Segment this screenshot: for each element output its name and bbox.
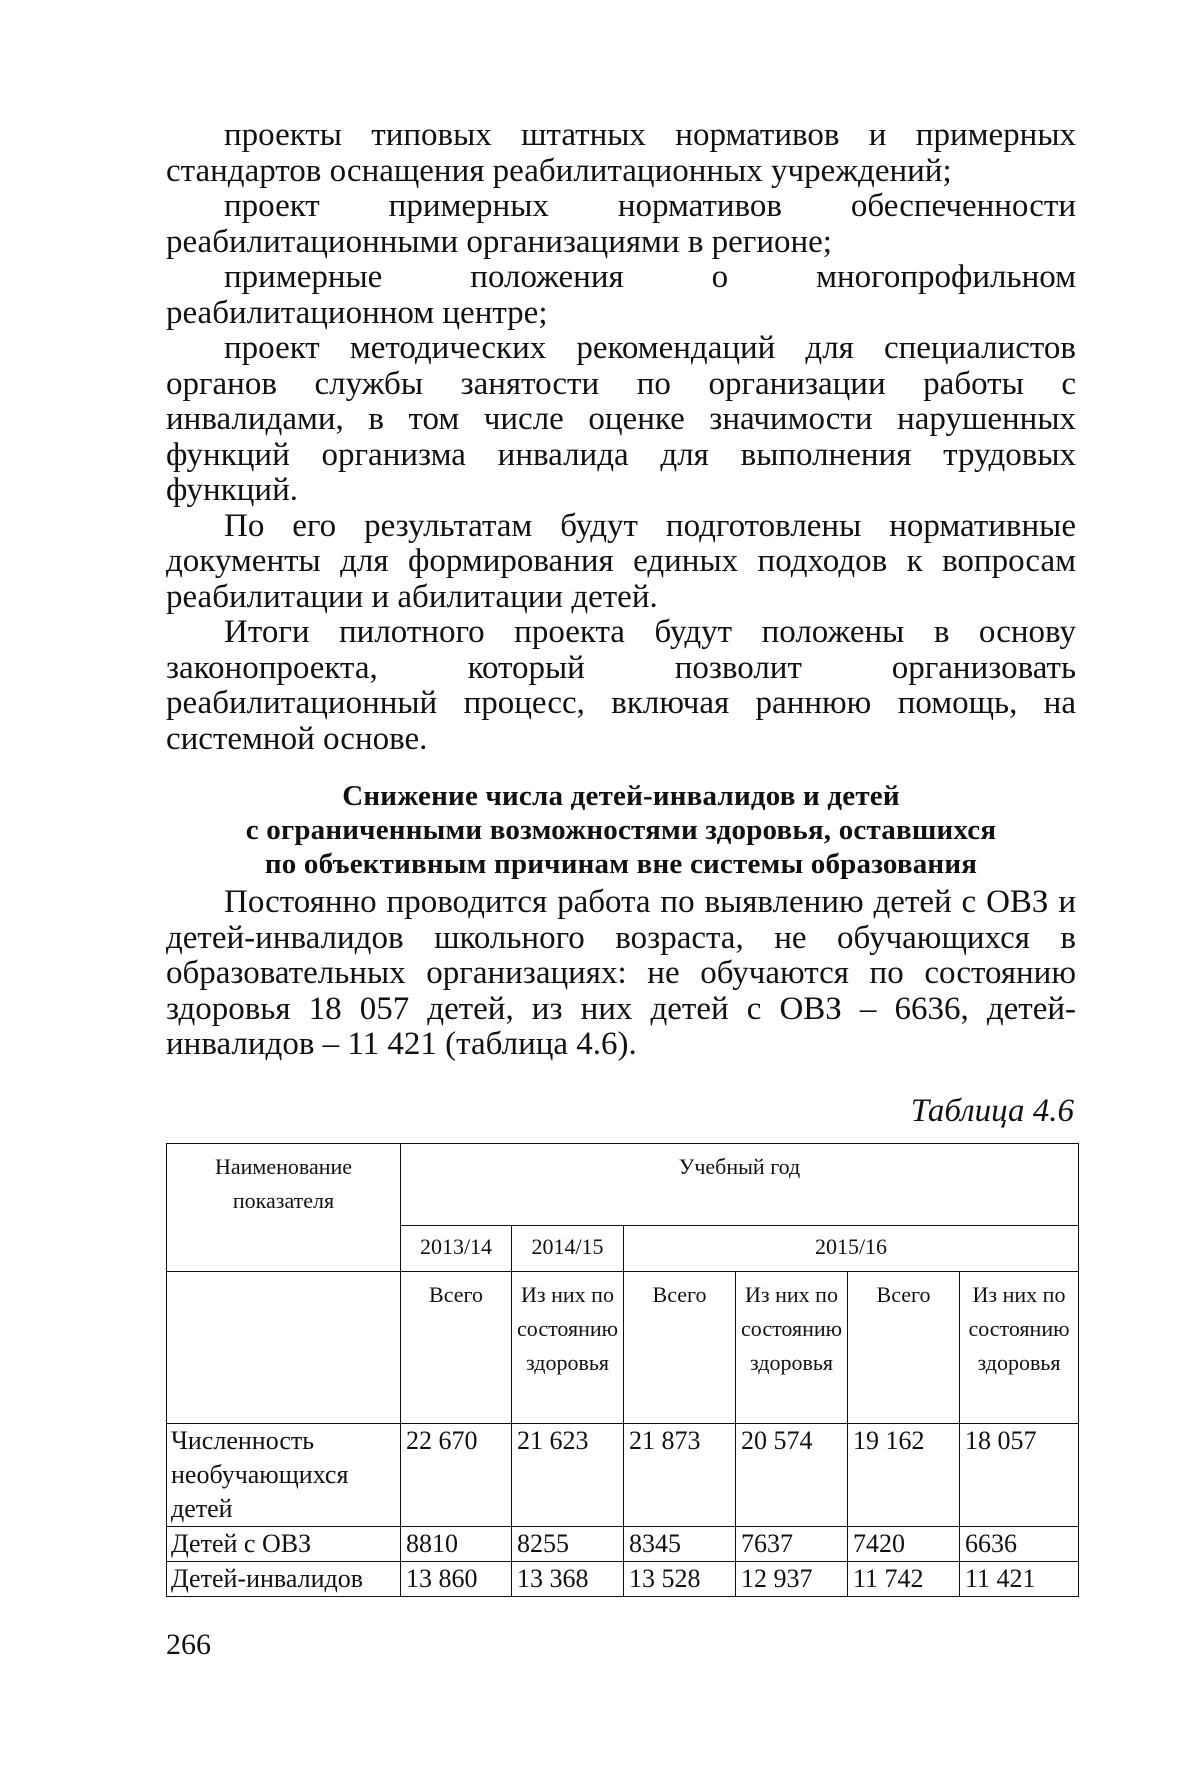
table-cell: 8255 [512,1526,624,1561]
page-content [166,118,1076,1597]
row-label: Детей-инвалидов [167,1561,401,1596]
body-paragraph-4: проект методических рекомендаций для специалистов органов службы занятости по организации работы с инвалидами, в том числе оценке значимости нарушенных функций организма инвалида для выполнения трудовых функций. [166,330,1076,508]
body-paragraph-5: По его результатам будут подготовлены нормативные документы для формирования единых подходов к вопросам реабилитации и абилитации детей. [166,507,1076,615]
table-row [167,1423,1079,1526]
table-cell: 11 742 [848,1561,960,1596]
table-cell: 21 873 [624,1423,736,1526]
table-cell: 19 162 [848,1423,960,1526]
row-label: Детей с ОВЗ [167,1526,401,1561]
empty-header-cell [167,1271,401,1423]
section-heading-line-1: Снижение числа детей-инвалидов и детей [342,780,900,812]
table-row [167,1561,1079,1596]
body-paragraph-6: Итоги пилотного проекта будут положены в основу законопроекта, который позволит организовать реабилитационный процесс, включая раннюю помощь, на системной основе. [166,614,1076,757]
table-cell: 13 860 [401,1561,512,1596]
table-cell: 7637 [736,1526,848,1561]
table-cell: 12 937 [736,1561,848,1596]
subheader-cell: Из них по состоянию здоровья [960,1271,1079,1423]
year-header-2015: 2015/16 [624,1225,1079,1271]
table-header-row-1 [167,1143,1079,1225]
section-heading [166,779,1076,881]
data-table [166,1143,1079,1597]
table-header-row-3 [167,1271,1079,1423]
year-header-2014: 2014/15 [512,1225,624,1271]
table-cell: 7420 [848,1526,960,1561]
subheader-cell: Из них по состоянию здоровья [736,1271,848,1423]
name-header-cell: Наименование показателя [167,1143,401,1271]
year-header-cell: Учебный год [401,1143,1079,1225]
table-row [167,1526,1079,1561]
section-heading-line-3: по объективным причинам вне системы образования [264,848,978,880]
year-header-2013: 2013/14 [401,1225,512,1271]
table-cell: 20 574 [736,1423,848,1526]
subheader-cell: Всего [848,1271,960,1423]
intro-paragraph: Постоянно проводится работа по выявлению детей с ОВЗ и детей-инвалидов школьного возраста, не обучающихся в образовательных организациях: не обучаются по состоянию здоровья 18 057 детей, из них детей с ОВЗ – 6636, детей-инвалидов – 11 421 (таблица 4.6). [166,884,1076,1062]
table-cell: 11 421 [960,1561,1079,1596]
page-number: 266 [166,1628,211,1661]
table-cell: 13 368 [512,1561,624,1596]
section-heading-line-2: с ограниченными возможностями здоровья, оставшихся [245,814,997,846]
table-cell: 6636 [960,1526,1079,1561]
table-cell: 8345 [624,1526,736,1561]
subheader-cell: Из них по состоянию здоровья [512,1271,624,1423]
subheader-cell: Всего [624,1271,736,1423]
table-cell: 22 670 [401,1423,512,1526]
body-paragraph-2: проект примерных нормативов обеспеченности реабилитационными организациями в регионе; [166,188,1076,260]
subheader-cell: Всего [401,1271,512,1423]
body-paragraph-1: проекты типовых штатных нормативов и примерных стандартов оснащения реабилитационных учреждений; [166,117,1076,189]
table-cell: 21 623 [512,1423,624,1526]
table-cell: 8810 [401,1526,512,1561]
table-cell: 13 528 [624,1561,736,1596]
table-cell: 18 057 [960,1423,1079,1526]
body-paragraph-3: примерные положения о многопрофильном реабилитационном центре; [166,259,1076,331]
table-caption: Таблица 4.6 [910,1092,1074,1129]
row-label: Численность необучающихся детей [167,1423,401,1526]
